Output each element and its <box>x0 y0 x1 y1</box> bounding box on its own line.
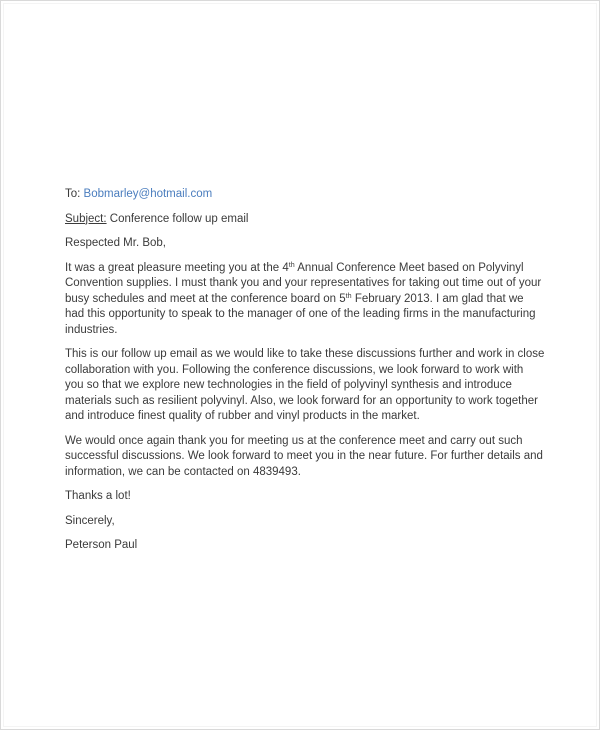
ordinal-suffix-4th: th <box>288 261 295 270</box>
ordinal-suffix-5th: th <box>345 292 352 301</box>
closing-line: Sincerely, <box>65 514 115 527</box>
subject-label: Subject: <box>65 212 107 225</box>
letter-body <box>65 187 545 563</box>
paragraph-3: We would once again thank you for meeting us at the conference meet and carry out such successful discussions. We look forward to meet you in the near future. For further details and information, we can be contacted on 4839493. <box>65 434 543 478</box>
to-label: To: <box>65 188 81 200</box>
paragraph-1 <box>65 261 545 339</box>
recipient-line <box>65 187 545 203</box>
paragraph-2: This is our follow up email as we would like to take these discussions further and work in close collaboration with you. Following the conference discussions, we look forward to work with you so that we explore new technologies in the field of polyvinyl synthesis and introduce materials such as resilient polyvinyl. Also, we look forward for an opportunity to work together and introduce finest quality of rubber and vinyl products in the market. <box>65 348 545 422</box>
thanks-line: Thanks a lot! <box>65 490 131 502</box>
paragraph-1-text-c: February 2013. I am glad that we had this opportunity to speak to the manager of one of the leading firms in the manufacturing industries. <box>65 292 536 336</box>
paragraph-1-text-a: It was a great pleasure meeting you at the 4 <box>65 261 289 274</box>
recipient-email-link[interactable]: Bobmarley@hotmail.com <box>83 188 213 200</box>
salutation: Respected Mr. Bob, <box>65 237 166 249</box>
subject-line <box>65 212 545 228</box>
subject-text: Conference follow up email <box>109 212 249 225</box>
signature-name: Peterson Paul <box>65 539 138 551</box>
paragraph-1-text-b: Annual Conference Meet based on Polyvinyl Convention supplies. I must thank you and your representatives for taking out time out of your busy schedules and meet at the conference board on 5 <box>65 261 542 305</box>
